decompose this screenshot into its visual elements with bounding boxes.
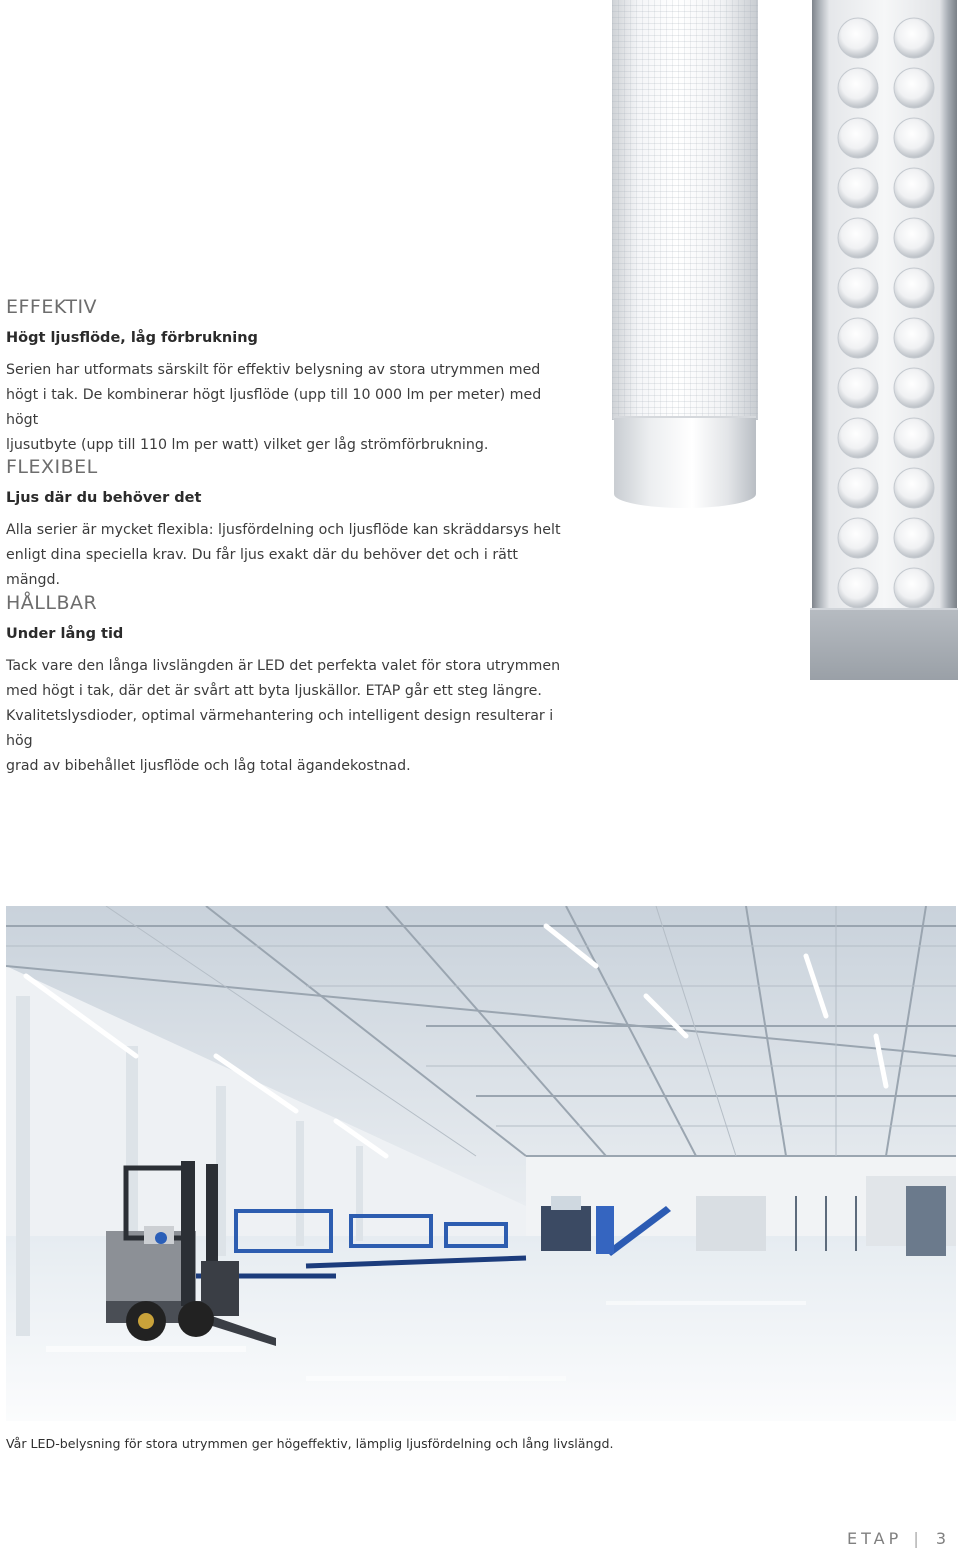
led-lens: [894, 118, 934, 158]
warehouse-scene: [6, 906, 956, 1421]
section-body-hallbar: [6, 654, 566, 779]
led-lens: [894, 168, 934, 208]
photo-caption: Vår LED-belysning för stora utrymmen ger högeffektiv, lämplig ljusfördelning och lång livslängd.: [6, 1436, 614, 1451]
led-lens: [894, 368, 934, 408]
led-lens: [838, 518, 878, 558]
section-heading-flexibel: FLEXIBEL: [6, 456, 98, 478]
body-line: grad av bibehållet ljusflöde och låg total ägandekostnad.: [6, 758, 411, 774]
body-line: enligt dina speciella krav. Du får ljus exakt där du behöver det och i rätt mängd.: [6, 547, 518, 588]
led-lens: [838, 568, 878, 608]
led-lens-array: [830, 14, 945, 614]
led-lens: [838, 268, 878, 308]
section-subheading-flexibel: Ljus där du behöver det: [6, 490, 202, 506]
led-lens: [894, 518, 934, 558]
page-footer: [847, 1529, 950, 1548]
body-line: Serien har utformats särskilt för effektiv belysning av stora utrymmen med: [6, 362, 541, 378]
led-lens: [838, 118, 878, 158]
led-lens: [894, 318, 934, 358]
footer-separator: |: [913, 1529, 923, 1548]
linear-luminaire-end-cap: [810, 610, 958, 680]
led-lens: [838, 18, 878, 58]
body-line: med högt i tak, där det är svårt att byta ljuskällor. ETAP går ett steg längre.: [6, 683, 542, 699]
led-lens: [894, 418, 934, 458]
led-lens: [894, 468, 934, 508]
led-lens: [894, 218, 934, 258]
section-subheading-effektiv: Högt ljusflöde, låg förbrukning: [6, 330, 258, 346]
tubular-luminaire-image: [612, 0, 758, 420]
led-lens: [894, 568, 934, 608]
led-lens: [838, 318, 878, 358]
section-heading-effektiv: EFFEKTIV: [6, 296, 98, 318]
tubular-luminaire-end-cap: [614, 418, 756, 508]
brand-name: ETAP: [847, 1529, 903, 1548]
led-lens: [894, 18, 934, 58]
section-body-effektiv: [6, 358, 566, 458]
section-heading-hallbar: HÅLLBAR: [6, 592, 98, 614]
led-lens: [894, 68, 934, 108]
led-lens: [838, 368, 878, 408]
section-body-flexibel: [6, 518, 566, 593]
led-lens: [838, 68, 878, 108]
page-number: 3: [935, 1529, 950, 1548]
led-lens: [838, 468, 878, 508]
body-line: Tack vare den långa livslängden är LED det perfekta valet för stora utrymmen: [6, 658, 561, 674]
warehouse-photo: [6, 906, 956, 1421]
body-line: Kvalitetslysdioder, optimal värmehantering och intelligent design resulterar i hög: [6, 708, 554, 749]
led-lens: [838, 218, 878, 258]
led-lens: [838, 418, 878, 458]
led-lens: [894, 268, 934, 308]
led-lens: [838, 168, 878, 208]
body-line: ljusutbyte (upp till 110 lm per watt) vilket ger låg strömförbrukning.: [6, 437, 489, 453]
section-subheading-hallbar: Under lång tid: [6, 626, 124, 642]
body-line: högt i tak. De kombinerar högt ljusflöde (upp till 10 000 lm per meter) med högt: [6, 387, 542, 428]
body-line: Alla serier är mycket flexibla: ljusfördelning och ljusflöde kan skräddarsys helt: [6, 522, 561, 538]
